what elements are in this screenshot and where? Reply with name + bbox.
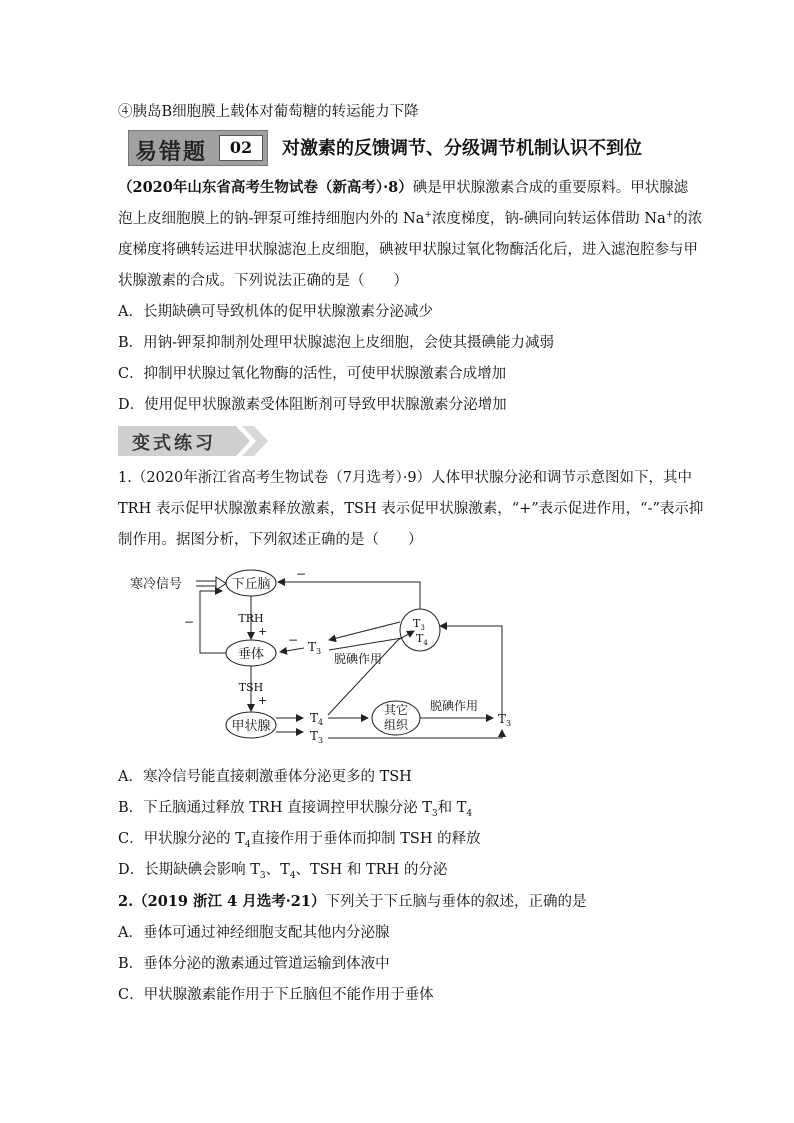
t4-label: $T_4$ [310, 711, 324, 727]
banner-word: 易错题 [135, 139, 208, 165]
question-main-line-4: 状腺激素的合成。下列说法正确的是（ ） [118, 273, 408, 289]
pituitary-feedback-minus: − [184, 615, 195, 629]
q1-line-1: 1.（2020年浙江省高考生物试卷（7月选考）·9）人体甲状腺分泌和调节示意图如下，其中 [118, 470, 693, 486]
section-heading: 对激素的反馈调节、分级调节机制认识不到位 [282, 138, 642, 159]
top-line: ④胰岛B细胞膜上载体对葡萄糖的转运能力下降 [118, 104, 419, 120]
variant-label: 变式练习 [132, 433, 216, 454]
option-a: A．长期缺碘可导致机体的促甲状腺激素分泌减少 [118, 304, 433, 320]
q1-option-a: A．寒冷信号能直接刺激垂体分泌更多的 TSH [118, 769, 412, 785]
t3-middle-label: $T_3$ [308, 640, 322, 656]
deiodination-label-middle: 脱碘作用 [334, 652, 383, 666]
trh-plus: + [258, 625, 268, 638]
q1-option-b: B．下丘脑通过释放 TRH 直接调控甲状腺分泌 $T_3$和 $T_4$ [118, 800, 473, 819]
q2-option-b: B．垂体分泌的激素通过管道运输到体液中 [118, 956, 390, 972]
option-d: D．使用促甲状腺激素受体阻断剂可导致甲状腺激素分泌增加 [118, 397, 507, 413]
q2-option-a: A．垂体可通过神经细胞支配其他内分泌腺 [118, 925, 390, 941]
question-main-line-2: 泡上皮细胞膜上的钠-钾泵可维持细胞内外的 Na+浓度梯度，钠-碘同向转运体借助 Na+的浓 [118, 210, 703, 227]
q1-option-c: C．甲状腺分泌的 $T_4$直接作用于垂体而抑制 TSH 的释放 [118, 831, 481, 850]
t3-label: $T_3$ [310, 729, 324, 745]
q1-line-2: TRH 表示促甲状腺激素释放激素，TSH 表示促甲状腺激素，“+”表示促进作用，“-”表示抑 [118, 501, 704, 517]
deiodination-label-right: 脱碘作用 [430, 699, 479, 713]
pituitary-feedback-line [200, 591, 226, 653]
receptor-t3-label: $T_3$ [413, 617, 425, 632]
hypothalamus-feedback-minus: − [296, 567, 307, 581]
t3-right-label: $T_3$ [498, 712, 512, 728]
option-b: B．用钠-钾泵抑制剂处理甲状腺滤泡上皮细胞，会使其摄碘能力减弱 [118, 335, 555, 351]
receptor-to-t3-line-lower [329, 638, 402, 650]
hypothalamus-label: 下丘脑 [231, 577, 271, 592]
other-tissue-label-2: 组织 [383, 718, 409, 732]
banner-number: 02 [219, 135, 263, 161]
t3-bottom-line [328, 730, 502, 738]
q1-option-d: D．长期缺碘会影响 $T_3$、$T_4$、TSH 和 TRH 的分泌 [118, 862, 448, 881]
error-prone-banner [128, 130, 268, 166]
t3-to-pituitary-arrow [280, 648, 304, 652]
cold-signal-label: 寒冷信号 [130, 577, 183, 592]
other-tissue-label-1: 其它 [383, 703, 409, 717]
option-c: C．抑制甲状腺过氧化物酶的活性，可使甲状腺激素合成增加 [118, 366, 507, 382]
feedback-to-hypothalamus-line [278, 582, 420, 609]
pituitary-t3-minus: − [288, 633, 299, 647]
tsh-label: TSH [238, 681, 264, 694]
q2-source: 2.（2019 浙江 4 月选考·21） [118, 893, 326, 910]
receptor-to-t3-arrow [329, 622, 400, 640]
receptor-t4-label: $T_4$ [416, 632, 428, 647]
thyroid-label: 甲状腺 [231, 719, 271, 734]
question-source: （2020年山东省高考生物试卷（新高考）·8） [118, 179, 413, 196]
tsh-plus: + [258, 694, 268, 707]
q2-line: 2.（2019 浙江 4 月选考·21）下列关于下丘脑与垂体的叙述，正确的是 [118, 893, 587, 910]
trh-label: TRH [238, 612, 264, 625]
variant-practice-banner [118, 424, 278, 458]
cold-arrow-head [216, 577, 226, 590]
thyroid-regulation-diagram [118, 560, 538, 752]
pituitary-label: 垂体 [237, 647, 265, 662]
question-main-line-1: （2020年山东省高考生物试卷（新高考）·8）碘是甲状腺激素合成的重要原料。甲状腺滤 [118, 179, 689, 196]
q1-line-3: 制作用。据图分析，下列叙述正确的是（ ） [118, 532, 423, 548]
question-main-line-3: 度梯度将碘转运进甲状腺滤泡上皮细胞，碘被甲状腺过氧化物酶活化后，进入滤泡腔参与甲 [118, 242, 698, 258]
q2-option-c: C．甲状腺激素能作用于下丘脑但不能作用于垂体 [118, 987, 434, 1003]
